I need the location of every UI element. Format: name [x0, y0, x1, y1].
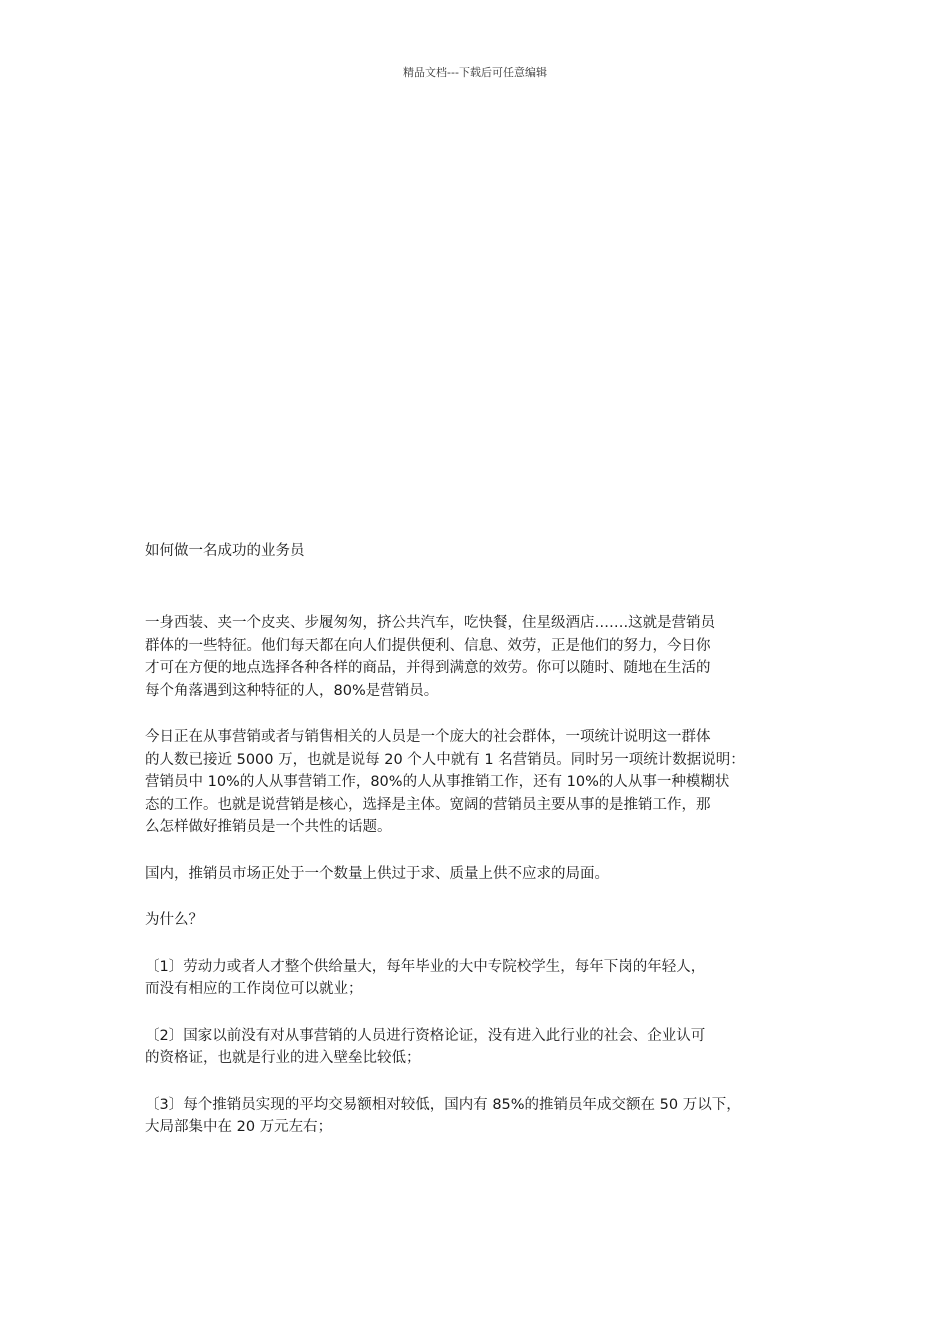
text-line: 今日正在从事营销或者与销售相关的人员是一个庞大的社会群体，一项统计说明这一群体 [145, 729, 711, 745]
title-spacing [145, 562, 810, 612]
text-line: 么怎样做好推销员是一个共性的话题。 [145, 819, 392, 835]
text-line: 〔1〕劳动力或者人才整个供给量大，每年毕业的大中专院校学生，每年下岗的年轻人， [145, 958, 706, 975]
list-item-2 [145, 1025, 810, 1070]
text-line: 群体的一些特征。他们每天都在向人们提供便利、信息、效劳，正是他们的努力，今日你 [145, 637, 711, 654]
paragraph-market [145, 863, 810, 886]
text-line: 才可在方便的地点选择各种各样的商品，并得到满意的效劳。你可以随时、随地在生活的 [145, 660, 711, 676]
paragraph-intro [145, 612, 810, 702]
text-line: 大局部集中在 20 万元左右； [145, 1119, 333, 1135]
document-body [145, 540, 810, 1139]
text-line: 国内，推销员市场正处于一个数量上供过于求、质量上供不应求的局面。 [145, 865, 609, 882]
document-title: 如何做一名成功的业务员 [145, 543, 305, 559]
paragraph-statistics [145, 726, 810, 839]
text-line: 每个角落遇到这种特征的人，80%是营销员。 [145, 682, 439, 699]
list-item-3 [145, 1094, 810, 1139]
paragraph-question [145, 909, 810, 932]
page-header: 精品文档---下载后可任意编辑 [403, 66, 547, 79]
text-line: 的资格证，也就是行业的进入壁垒比较低； [145, 1050, 421, 1066]
text-line: 营销员中 10%的人从事营销工作，80%的人从事推销工作，还有 10%的人从事一种模糊状 [145, 774, 730, 790]
text-line: 的人数已接近 5000 万，也就是说每 20 个人中就有 1 名营销员。同时另一项统计数据说明： [145, 751, 745, 768]
text-line: 态的工作。也就是说营销是核心，选择是主体。宽阔的营销员主要从事的是推销工作，那 [145, 796, 711, 813]
text-line: 〔3〕每个推销员实现的平均交易额相对较低，国内有 85%的推销员年成交额在 50 万以下， [145, 1096, 741, 1113]
text-line: 为什么？ [145, 912, 203, 928]
text-line: 而没有相应的工作岗位可以就业； [145, 981, 363, 997]
list-item-1 [145, 956, 810, 1001]
text-line: 一身西装、夹一个皮夹、步履匆匆，挤公共汽车，吃快餐，住星级酒店…….这就是营销员 [145, 615, 716, 631]
text-line: 〔2〕国家以前没有对从事营销的人员进行资格论证，没有进入此行业的社会、企业认可 [145, 1027, 706, 1044]
